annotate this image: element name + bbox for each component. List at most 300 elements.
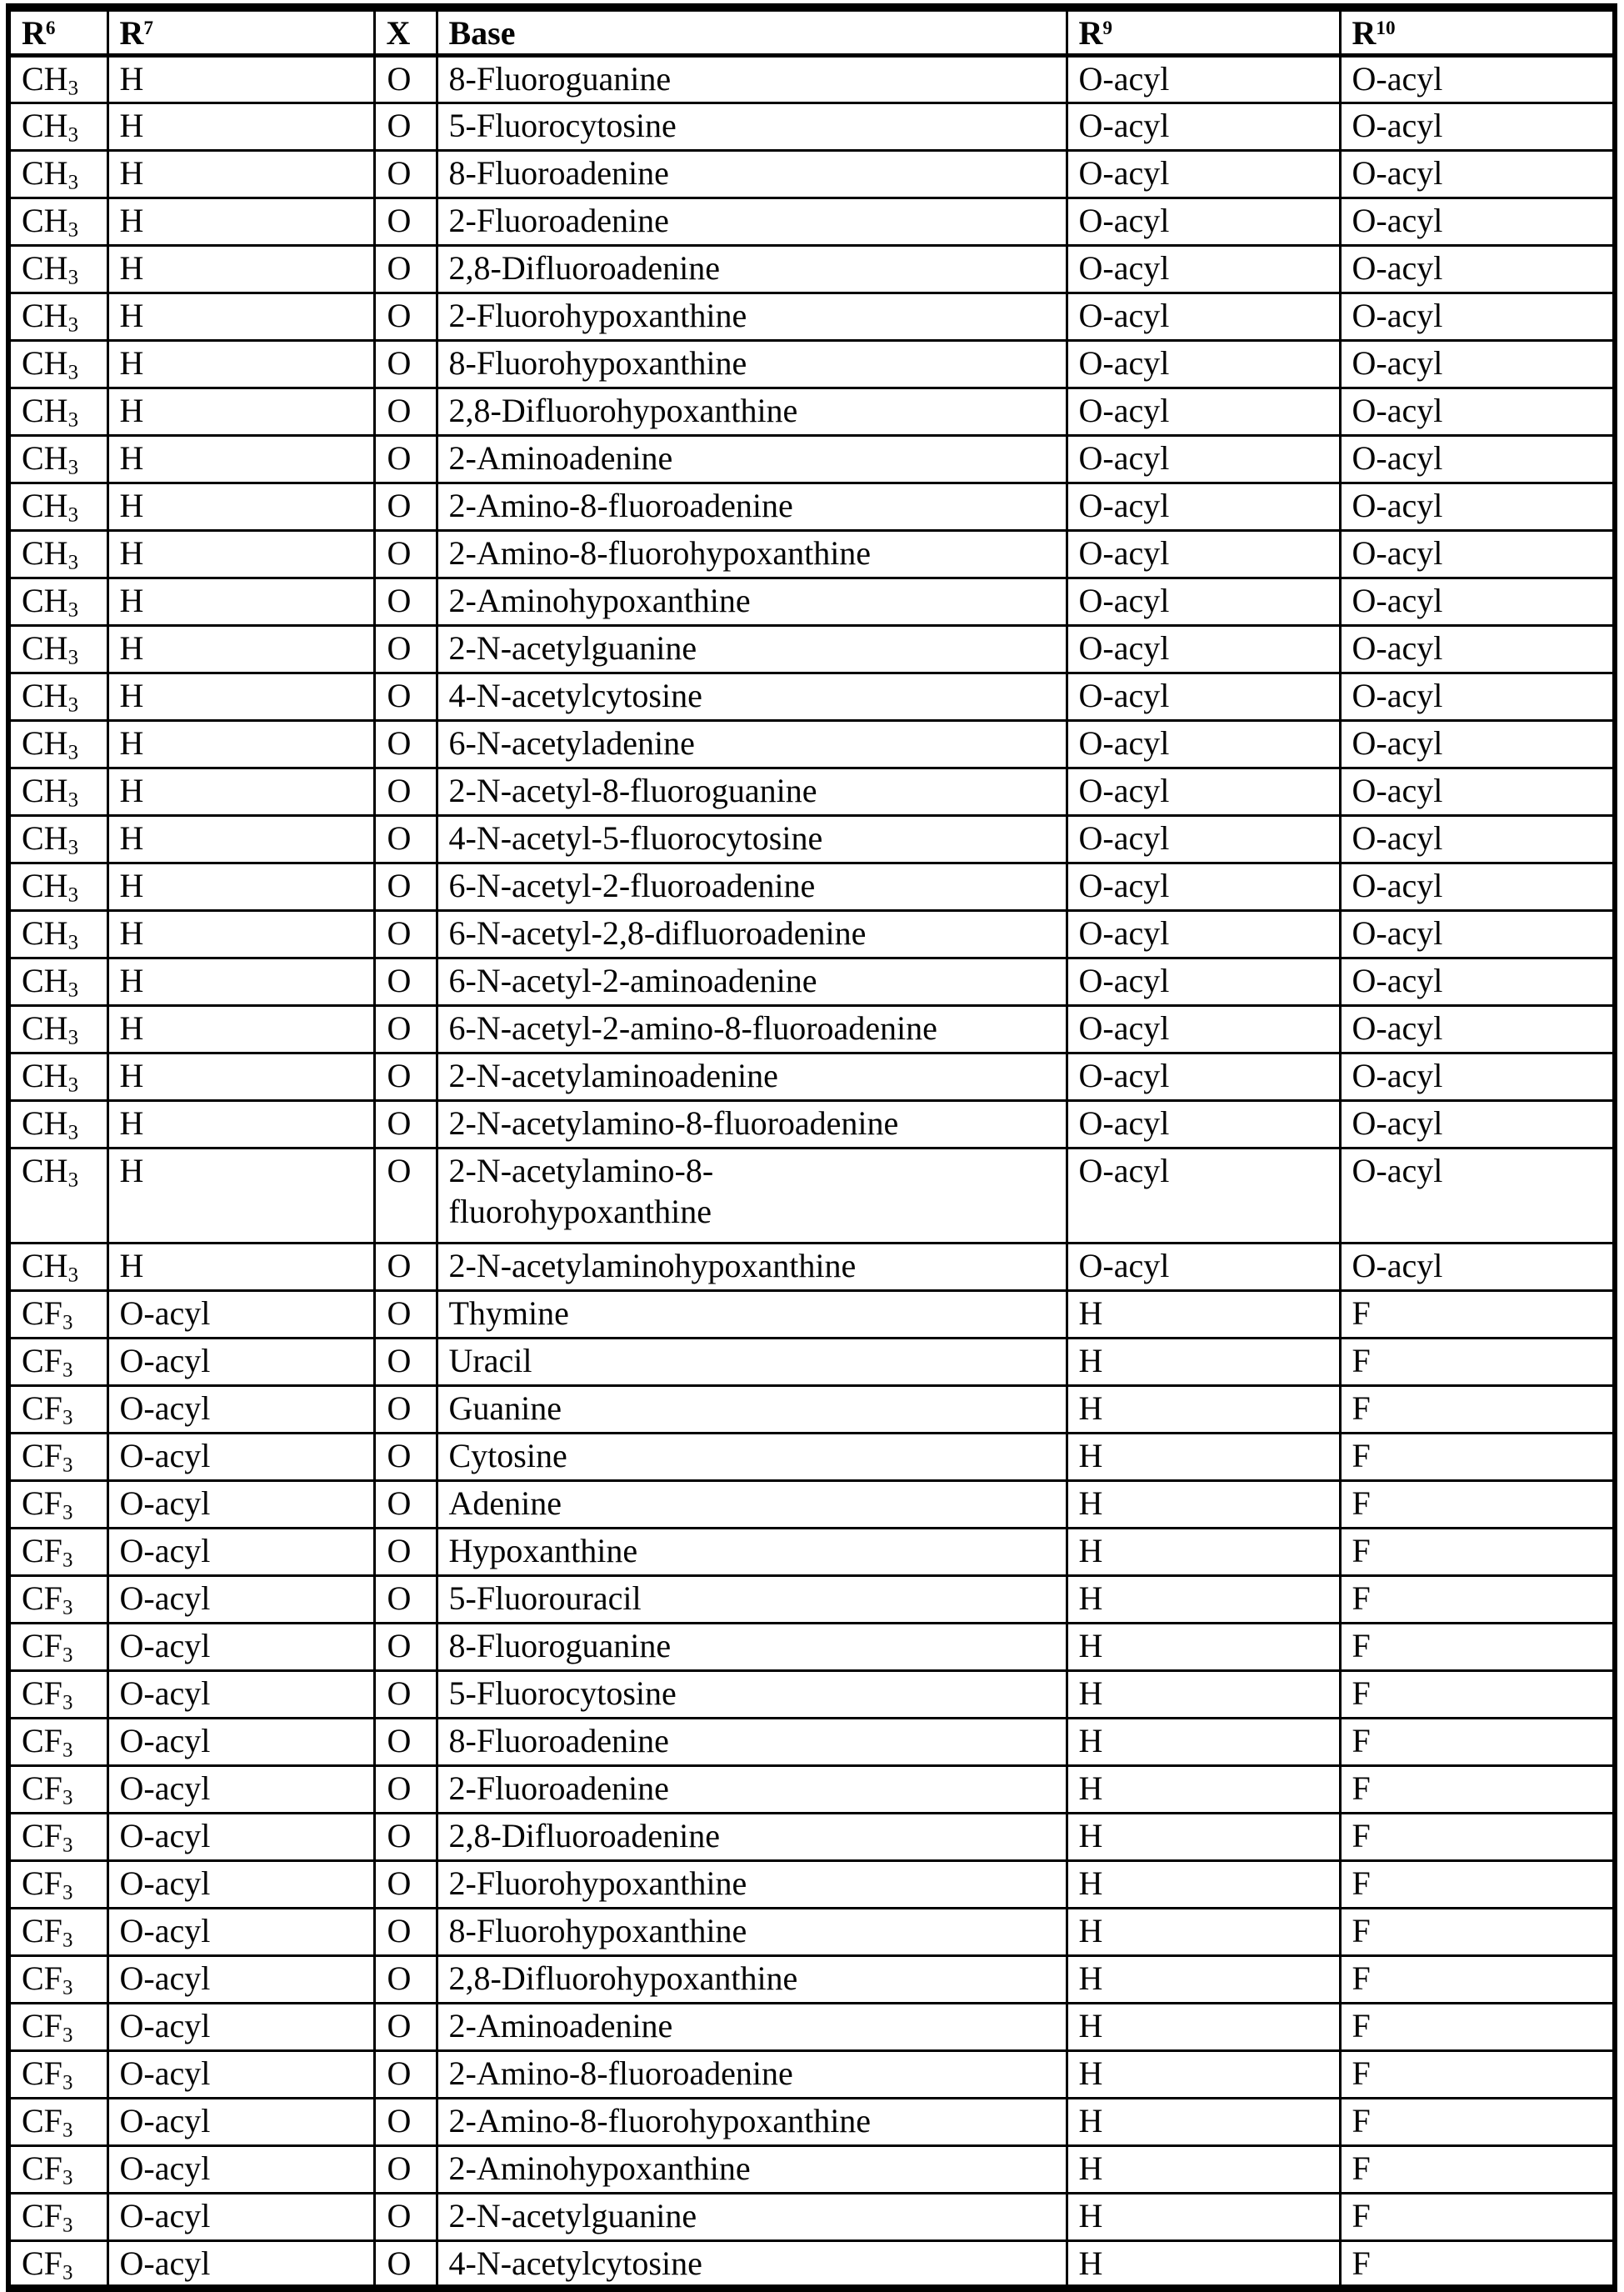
cell-x: O [374, 1291, 437, 1339]
cell-r7: H [107, 578, 374, 626]
cell-r10: O-acyl [1340, 1053, 1615, 1101]
table-row [8, 911, 1615, 958]
cell-r7: H [107, 246, 374, 293]
cell-r10: F [1340, 1956, 1615, 2004]
cell-r10: F [1340, 2241, 1615, 2289]
cell-r7: O-acyl [107, 1956, 374, 2004]
cell-r9: O-acyl [1067, 198, 1340, 246]
cell-x: O [374, 1481, 437, 1529]
cell-r7: O-acyl [107, 2099, 374, 2146]
cell-r10: F [1340, 1339, 1615, 1386]
table-row [8, 1671, 1615, 1719]
cell-r9: O-acyl [1067, 1149, 1340, 1244]
cell-r7: O-acyl [107, 1386, 374, 1434]
cell-r6: $CH_3$ [8, 578, 107, 626]
cell-r10: F [1340, 2194, 1615, 2241]
cell-r9: O-acyl [1067, 673, 1340, 721]
cell-r6: $CF_3$ [8, 2146, 107, 2194]
cell-x: O [374, 1909, 437, 1956]
cell-x: O [374, 1719, 437, 1766]
cell-base: 2-N-acetylguanine [437, 2194, 1067, 2241]
cell-x: O [374, 2099, 437, 2146]
table-row [8, 1576, 1615, 1624]
cell-r6: $CF_3$ [8, 1576, 107, 1624]
cell-r10: O-acyl [1340, 1006, 1615, 1053]
cell-r10: F [1340, 1909, 1615, 1956]
table-header [8, 8, 1615, 56]
cell-base: Adenine [437, 1481, 1067, 1529]
cell-r6: $CF_3$ [8, 1481, 107, 1529]
cell-x: O [374, 2146, 437, 2194]
cell-x: O [374, 293, 437, 341]
cell-r6: $CF_3$ [8, 1291, 107, 1339]
cell-r6: $CH_3$ [8, 721, 107, 768]
cell-base: Guanine [437, 1386, 1067, 1434]
cell-x: O [374, 1671, 437, 1719]
cell-r10: O-acyl [1340, 56, 1615, 103]
table-row [8, 1624, 1615, 1671]
cell-base: 2-Amino-8-fluoroadenine [437, 483, 1067, 531]
cell-base: 8-Fluoroguanine [437, 56, 1067, 103]
cell-x: O [374, 958, 437, 1006]
cell-r10: O-acyl [1340, 863, 1615, 911]
cell-r9: H [1067, 1434, 1340, 1481]
cell-base: 2,8-Difluoroadenine [437, 246, 1067, 293]
table-row [8, 2194, 1615, 2241]
cell-r7: H [107, 768, 374, 816]
table-row [8, 1814, 1615, 1861]
cell-r7: O-acyl [107, 1339, 374, 1386]
cell-r9: O-acyl [1067, 721, 1340, 768]
cell-r7: O-acyl [107, 2004, 374, 2051]
cell-r9: O-acyl [1067, 436, 1340, 483]
cell-r6: $CF_3$ [8, 2051, 107, 2099]
cell-r6: $CH_3$ [8, 816, 107, 863]
cell-r9: H [1067, 1529, 1340, 1576]
cell-base: 8-Fluoroadenine [437, 151, 1067, 198]
cell-r9: O-acyl [1067, 341, 1340, 388]
table-row [8, 1719, 1615, 1766]
cell-r9: O-acyl [1067, 1053, 1340, 1101]
cell-x: O [374, 768, 437, 816]
cell-base: 6-N-acetyl-2,8-difluoroadenine [437, 911, 1067, 958]
cell-base: 8-Fluoroguanine [437, 1624, 1067, 1671]
cell-r10: O-acyl [1340, 1101, 1615, 1149]
cell-x: O [374, 1814, 437, 1861]
cell-r9: O-acyl [1067, 1101, 1340, 1149]
cell-r6: $CH_3$ [8, 151, 107, 198]
cell-r6: $CH_3$ [8, 958, 107, 1006]
cell-r6: $CH_3$ [8, 531, 107, 578]
cell-r9: H [1067, 2241, 1340, 2289]
cell-r7: H [107, 1149, 374, 1244]
cell-base: 2-N-acetylaminoadenine [437, 1053, 1067, 1101]
table-row [8, 958, 1615, 1006]
cell-x: O [374, 1576, 437, 1624]
column-header-base: Base [437, 8, 1067, 56]
cell-base: 2-N-acetylamino-8- fluorohypoxanthine [437, 1149, 1067, 1244]
cell-x: O [374, 1434, 437, 1481]
table-row [8, 1339, 1615, 1386]
table-row [8, 1386, 1615, 1434]
cell-r9: O-acyl [1067, 911, 1340, 958]
table-row [8, 151, 1615, 198]
cell-base: 8-Fluorohypoxanthine [437, 341, 1067, 388]
cell-x: O [374, 56, 437, 103]
cell-r7: H [107, 293, 374, 341]
cell-x: O [374, 673, 437, 721]
table-row [8, 768, 1615, 816]
cell-r6: $CF_3$ [8, 1909, 107, 1956]
table-row [8, 293, 1615, 341]
cell-base: 2-Amino-8-fluorohypoxanthine [437, 531, 1067, 578]
cell-base: 4-N-acetylcytosine [437, 2241, 1067, 2289]
cell-r10: F [1340, 1814, 1615, 1861]
cell-r9: O-acyl [1067, 388, 1340, 436]
cell-r10: O-acyl [1340, 1244, 1615, 1291]
cell-r7: H [107, 958, 374, 1006]
table-row [8, 1909, 1615, 1956]
column-header-r9: $R^9$ [1067, 8, 1340, 56]
cell-x: O [374, 1244, 437, 1291]
cell-base: 2-Aminoadenine [437, 436, 1067, 483]
cell-base: 6-N-acetyladenine [437, 721, 1067, 768]
table-row [8, 483, 1615, 531]
cell-x: O [374, 151, 437, 198]
table-row [8, 1481, 1615, 1529]
cell-base: 2-Amino-8-fluoroadenine [437, 2051, 1067, 2099]
cell-x: O [374, 1101, 437, 1149]
cell-base: 2-N-acetylamino-8-fluoroadenine [437, 1101, 1067, 1149]
cell-r7: H [107, 151, 374, 198]
cell-r6: $CF_3$ [8, 1339, 107, 1386]
table-row [8, 56, 1615, 103]
cell-x: O [374, 1624, 437, 1671]
cell-r9: O-acyl [1067, 816, 1340, 863]
cell-x: O [374, 1529, 437, 1576]
cell-r10: O-acyl [1340, 103, 1615, 151]
cell-x: O [374, 1006, 437, 1053]
cell-base: 5-Fluorocytosine [437, 1671, 1067, 1719]
cell-base: 5-Fluorouracil [437, 1576, 1067, 1624]
cell-r9: O-acyl [1067, 958, 1340, 1006]
cell-base: 8-Fluorohypoxanthine [437, 1909, 1067, 1956]
cell-r6: $CH_3$ [8, 56, 107, 103]
cell-r6: $CF_3$ [8, 1766, 107, 1814]
cell-x: O [374, 1386, 437, 1434]
cell-r7: O-acyl [107, 1909, 374, 1956]
cell-x: O [374, 626, 437, 673]
cell-base: Uracil [437, 1339, 1067, 1386]
cell-r6: $CH_3$ [8, 1244, 107, 1291]
cell-r7: H [107, 531, 374, 578]
table-row [8, 103, 1615, 151]
cell-r6: $CH_3$ [8, 103, 107, 151]
table-row [8, 2051, 1615, 2099]
column-header-r6: $R^6$ [8, 8, 107, 56]
cell-r10: F [1340, 1434, 1615, 1481]
cell-base: 4-N-acetyl-5-fluorocytosine [437, 816, 1067, 863]
cell-x: O [374, 198, 437, 246]
cell-r6: $CH_3$ [8, 198, 107, 246]
cell-base: 2-Aminoadenine [437, 2004, 1067, 2051]
cell-r7: H [107, 1006, 374, 1053]
cell-r7: O-acyl [107, 1481, 374, 1529]
cell-x: O [374, 483, 437, 531]
cell-r7: O-acyl [107, 1814, 374, 1861]
cell-r6: $CH_3$ [8, 1101, 107, 1149]
cell-r9: H [1067, 2051, 1340, 2099]
table-row [8, 2099, 1615, 2146]
cell-x: O [374, 2051, 437, 2099]
cell-r10: O-acyl [1340, 578, 1615, 626]
substituent-table [6, 3, 1617, 2292]
cell-base: Cytosine [437, 1434, 1067, 1481]
cell-r7: H [107, 626, 374, 673]
cell-r7: O-acyl [107, 1434, 374, 1481]
cell-r10: O-acyl [1340, 768, 1615, 816]
cell-base: 2-N-acetylguanine [437, 626, 1067, 673]
cell-r7: H [107, 673, 374, 721]
cell-r7: H [107, 721, 374, 768]
cell-r6: $CF_3$ [8, 1719, 107, 1766]
cell-r6: $CH_3$ [8, 626, 107, 673]
cell-r10: O-acyl [1340, 721, 1615, 768]
table-row [8, 531, 1615, 578]
cell-r9: O-acyl [1067, 246, 1340, 293]
cell-r6: $CF_3$ [8, 1529, 107, 1576]
cell-r10: O-acyl [1340, 531, 1615, 578]
cell-base: 2-N-acetylaminohypoxanthine [437, 1244, 1067, 1291]
cell-base: 2-Aminohypoxanthine [437, 2146, 1067, 2194]
table-row [8, 2241, 1615, 2289]
cell-base: 2-Amino-8-fluorohypoxanthine [437, 2099, 1067, 2146]
cell-r9: H [1067, 1909, 1340, 1956]
cell-x: O [374, 911, 437, 958]
cell-r10: F [1340, 2146, 1615, 2194]
table-row [8, 1101, 1615, 1149]
cell-x: O [374, 103, 437, 151]
cell-r10: F [1340, 2051, 1615, 2099]
cell-r10: F [1340, 1576, 1615, 1624]
cell-r7: H [107, 388, 374, 436]
cell-r9: O-acyl [1067, 483, 1340, 531]
column-header-r10: $R^{10}$ [1340, 8, 1615, 56]
cell-x: O [374, 388, 437, 436]
cell-x: O [374, 1053, 437, 1101]
table-row [8, 1529, 1615, 1576]
cell-r7: H [107, 103, 374, 151]
cell-r6: $CF_3$ [8, 1956, 107, 2004]
cell-r7: O-acyl [107, 1291, 374, 1339]
cell-r9: O-acyl [1067, 1244, 1340, 1291]
cell-r7: H [107, 56, 374, 103]
table-row [8, 1956, 1615, 2004]
cell-x: O [374, 863, 437, 911]
cell-r10: F [1340, 2004, 1615, 2051]
cell-r10: O-acyl [1340, 911, 1615, 958]
table-row [8, 626, 1615, 673]
column-header-r7: $R^7$ [107, 8, 374, 56]
cell-r6: $CF_3$ [8, 1671, 107, 1719]
table-row [8, 1291, 1615, 1339]
cell-r10: O-acyl [1340, 246, 1615, 293]
table-row [8, 2004, 1615, 2051]
table-row [8, 1861, 1615, 1909]
cell-r6: $CF_3$ [8, 1434, 107, 1481]
cell-x: O [374, 246, 437, 293]
cell-r6: $CH_3$ [8, 293, 107, 341]
table-row [8, 341, 1615, 388]
cell-r10: O-acyl [1340, 341, 1615, 388]
column-header-x: X [374, 8, 437, 56]
table-row [8, 1766, 1615, 1814]
cell-r9: O-acyl [1067, 863, 1340, 911]
cell-r10: O-acyl [1340, 198, 1615, 246]
cell-r7: H [107, 483, 374, 531]
cell-r6: $CH_3$ [8, 1053, 107, 1101]
cell-x: O [374, 721, 437, 768]
cell-r10: F [1340, 1529, 1615, 1576]
cell-r6: $CH_3$ [8, 483, 107, 531]
cell-r9: H [1067, 1576, 1340, 1624]
cell-r9: O-acyl [1067, 293, 1340, 341]
table-row [8, 578, 1615, 626]
cell-r9: H [1067, 1956, 1340, 2004]
cell-base: 2-Aminohypoxanthine [437, 578, 1067, 626]
table-body [8, 56, 1615, 2289]
table-row [8, 198, 1615, 246]
table-row [8, 1006, 1615, 1053]
cell-r6: $CF_3$ [8, 2004, 107, 2051]
table-row [8, 1434, 1615, 1481]
cell-r6: $CH_3$ [8, 1006, 107, 1053]
cell-r7: O-acyl [107, 1624, 374, 1671]
cell-base: Hypoxanthine [437, 1529, 1067, 1576]
cell-base: 4-N-acetylcytosine [437, 673, 1067, 721]
cell-base: 8-Fluoroadenine [437, 1719, 1067, 1766]
cell-x: O [374, 436, 437, 483]
cell-x: O [374, 1861, 437, 1909]
cell-r9: O-acyl [1067, 578, 1340, 626]
cell-r7: O-acyl [107, 2146, 374, 2194]
cell-r9: H [1067, 1481, 1340, 1529]
cell-r6: $CH_3$ [8, 863, 107, 911]
cell-base: 2,8-Difluorohypoxanthine [437, 388, 1067, 436]
cell-r10: O-acyl [1340, 816, 1615, 863]
cell-r9: O-acyl [1067, 103, 1340, 151]
cell-r7: O-acyl [107, 1861, 374, 1909]
cell-r7: H [107, 816, 374, 863]
cell-base: 6-N-acetyl-2-amino-8-fluoroadenine [437, 1006, 1067, 1053]
cell-x: O [374, 2241, 437, 2289]
cell-r10: F [1340, 1624, 1615, 1671]
cell-r10: O-acyl [1340, 626, 1615, 673]
table-row [8, 2146, 1615, 2194]
cell-r6: $CH_3$ [8, 388, 107, 436]
cell-r10: F [1340, 1861, 1615, 1909]
cell-r7: O-acyl [107, 2241, 374, 2289]
cell-base: 6-N-acetyl-2-aminoadenine [437, 958, 1067, 1006]
cell-x: O [374, 1766, 437, 1814]
cell-r6: $CH_3$ [8, 341, 107, 388]
cell-x: O [374, 1339, 437, 1386]
cell-r7: O-acyl [107, 1576, 374, 1624]
cell-r10: F [1340, 1766, 1615, 1814]
cell-r7: O-acyl [107, 1766, 374, 1814]
cell-r6: $CH_3$ [8, 673, 107, 721]
cell-r10: O-acyl [1340, 673, 1615, 721]
cell-r7: O-acyl [107, 2194, 374, 2241]
table-row [8, 1149, 1615, 1244]
cell-r9: H [1067, 1861, 1340, 1909]
cell-r9: H [1067, 1719, 1340, 1766]
cell-r9: H [1067, 1814, 1340, 1861]
cell-x: O [374, 816, 437, 863]
cell-base: 2-Fluorohypoxanthine [437, 1861, 1067, 1909]
cell-r6: $CF_3$ [8, 1814, 107, 1861]
cell-r7: O-acyl [107, 1529, 374, 1576]
table-row [8, 436, 1615, 483]
cell-base: 6-N-acetyl-2-fluoroadenine [437, 863, 1067, 911]
cell-r9: O-acyl [1067, 768, 1340, 816]
cell-r10: O-acyl [1340, 151, 1615, 198]
cell-base: 2-Fluorohypoxanthine [437, 293, 1067, 341]
table-row [8, 388, 1615, 436]
cell-r9: H [1067, 2194, 1340, 2241]
cell-r7: O-acyl [107, 2051, 374, 2099]
cell-x: O [374, 2004, 437, 2051]
cell-r9: H [1067, 1624, 1340, 1671]
cell-r10: F [1340, 1291, 1615, 1339]
cell-x: O [374, 1956, 437, 2004]
cell-r10: O-acyl [1340, 436, 1615, 483]
cell-base: 2-N-acetyl-8-fluoroguanine [437, 768, 1067, 816]
cell-r9: H [1067, 1671, 1340, 1719]
cell-r9: H [1067, 1291, 1340, 1339]
cell-r7: H [107, 1101, 374, 1149]
cell-r9: O-acyl [1067, 56, 1340, 103]
cell-r9: H [1067, 2099, 1340, 2146]
cell-r6: $CH_3$ [8, 911, 107, 958]
cell-r6: $CH_3$ [8, 768, 107, 816]
cell-x: O [374, 1149, 437, 1244]
cell-r10: O-acyl [1340, 293, 1615, 341]
cell-r6: $CF_3$ [8, 1624, 107, 1671]
cell-x: O [374, 578, 437, 626]
table-row [8, 721, 1615, 768]
cell-r6: $CF_3$ [8, 2194, 107, 2241]
cell-r10: F [1340, 1386, 1615, 1434]
cell-r7: H [107, 436, 374, 483]
cell-r7: H [107, 1244, 374, 1291]
cell-x: O [374, 2194, 437, 2241]
cell-base: 2,8-Difluoroadenine [437, 1814, 1067, 1861]
cell-r7: O-acyl [107, 1719, 374, 1766]
cell-r6: $CF_3$ [8, 1861, 107, 1909]
cell-x: O [374, 531, 437, 578]
cell-r9: H [1067, 2004, 1340, 2051]
cell-r7: H [107, 198, 374, 246]
cell-r7: H [107, 341, 374, 388]
cell-r7: O-acyl [107, 1671, 374, 1719]
cell-r6: $CF_3$ [8, 2241, 107, 2289]
cell-r7: H [107, 911, 374, 958]
cell-r10: F [1340, 1671, 1615, 1719]
cell-r7: H [107, 1053, 374, 1101]
table-row [8, 246, 1615, 293]
cell-r9: O-acyl [1067, 626, 1340, 673]
